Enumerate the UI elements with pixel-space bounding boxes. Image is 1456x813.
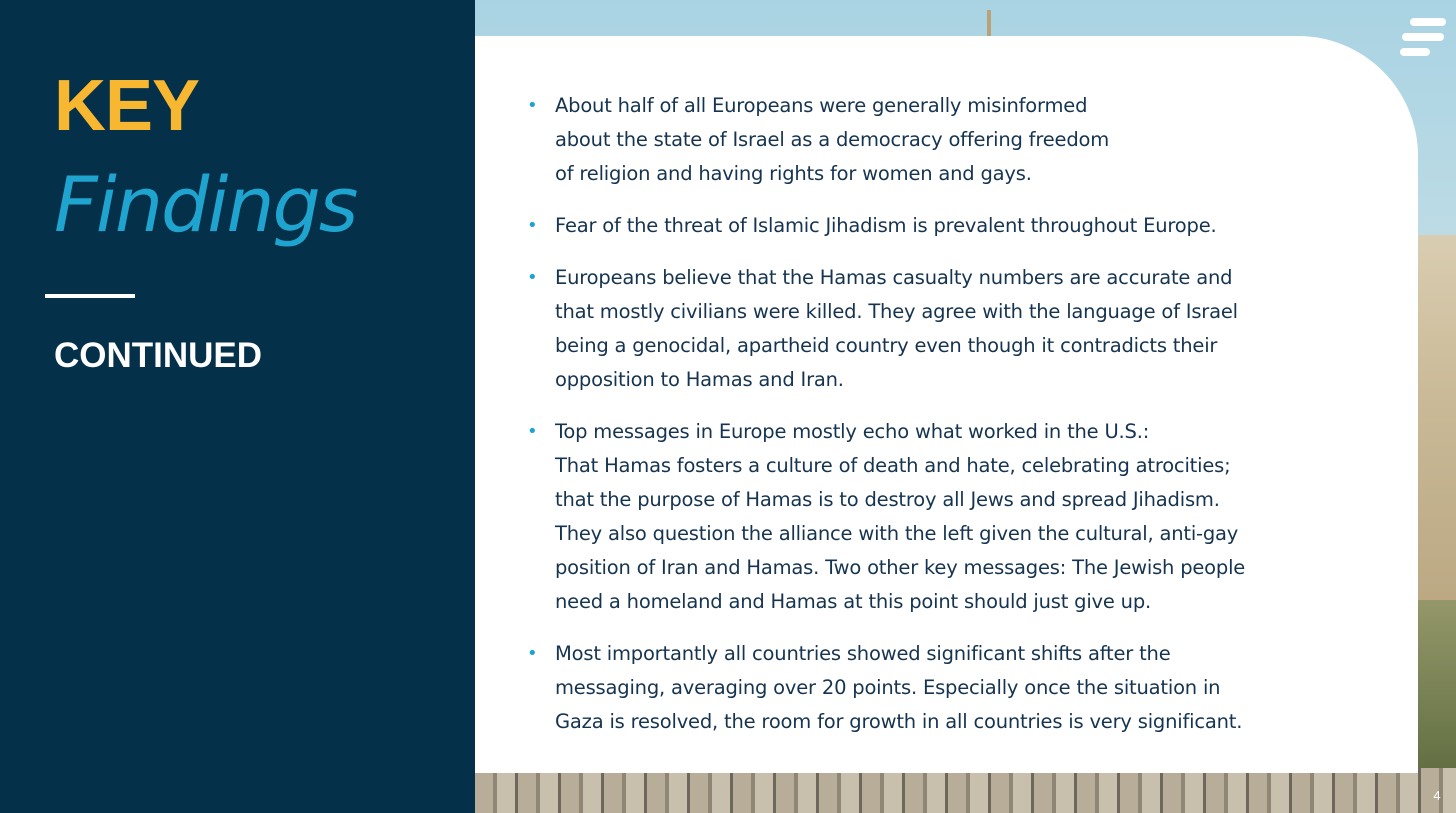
bullet-icon: • [527,643,538,664]
brand-logo-icon [1400,16,1446,58]
finding-item [527,415,1355,619]
finding-item [527,89,1355,191]
finding-item [527,637,1355,739]
finding-text: Fear of the threat of Islamic Jihadism is prevalent throughout Europe. [555,214,1217,237]
bullet-icon: • [527,267,538,288]
bullet-icon: • [527,215,538,236]
title-panel [0,0,475,813]
finding-item [527,209,1355,243]
title-findings: Findings [54,160,357,249]
plaza-crowd-detail [475,768,1456,813]
page-number: 4 [1433,788,1441,803]
finding-text: Europeans believe that the Hamas casualty numbers are accurate and that mostly civilians were killed. They agree with the language of Israel being a genocidal, apartheid country even though it contradicts their opposition to Hamas and Iran. [555,266,1238,391]
bullet-icon: • [527,95,538,116]
bullet-icon: • [527,421,538,442]
finding-text: About half of all Europeans were generally misinformed about the state of Israel as a democracy offering freedom of religion and having rights for women and gays. [555,94,1110,185]
finding-item [527,261,1355,397]
finding-text: Most importantly all countries showed significant shifts after the messaging, averaging over 20 points. Especially once the situation in Gaza is resolved, the room for growth in all countries is very significant. [555,642,1243,733]
title-key: KEY [54,66,200,146]
finding-text: Top messages in Europe mostly echo what worked in the U.S.: That Hamas fosters a culture of death and hate, celebrating atrocities; that the purpose of Hamas is to destroy all Jews and spread Jihadism. They also question the alliance with the left given the cultural, anti-gay position of Iran and Hamas. Two other key messages: The Jewish people need a homeland and Hamas at this point should just give up. [555,420,1246,613]
findings-card [475,36,1418,773]
stone-wall-detail [1416,235,1456,655]
title-divider [45,294,135,298]
subtitle-continued: CONTINUED [54,336,263,375]
spire-detail [987,10,991,36]
findings-list [527,89,1355,757]
